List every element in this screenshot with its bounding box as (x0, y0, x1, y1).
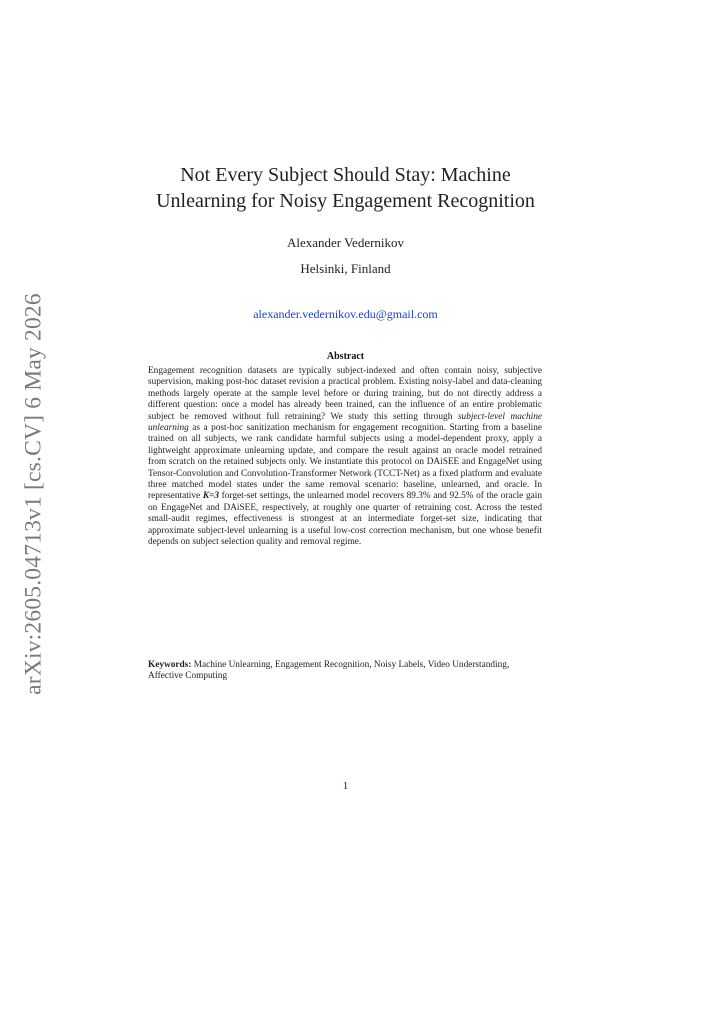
keywords-block (148, 660, 542, 683)
author-name: Alexander Vedernikov (286, 235, 405, 250)
paper-title-line-2: Unlearning for Noisy Engagement Recognition (156, 190, 535, 212)
abstract-text-part-2: as a post-hoc sanitization mechanism for engagement recognition. Starting from a baseline trained on all subjects, we rank candidate harmful subjects using a model-dependent proxy, apply a lightweight approximate unlearning update, and compare the result against an oracle model retrained from scratch on the retained subjects only. We instantiate this protocol on DAiSEE and EngageNet using Tensor-Convolution and Convolution-Transformer Network (TCCT-Net) as a fixed platform and evaluate three matched model states under the same removal scenario: baseline, unlearned, and oracle. In representative (148, 423, 542, 502)
abstract-text-part-3: forget-set settings, the unlearned model recovers 89.3% and 92.5% of the oracle gain on EngageNet and DAiSEE, respectively, at roughly one quarter of retraining cost. Across the tested small-audit regimes, effectiveness is strongest at an intermediate forget-set size, indicating that approximate subject-level unlearning is a useful low-cost correction mechanism, but one whose benefit depends on subject selection quality and removal regime. (148, 491, 542, 548)
abstract-text-part-1: Engagement recognition datasets are typically subject-indexed and often contain noisy, subjective supervision, making post-hoc dataset revision a practical problem. Existing noisy-label and data-cleaning methods largely operate at the sample level before or during training, but do not directly address a different question: once a model has already been trained, can the influence of an entire problematic subject be removed without full retraining? We study this setting through (148, 366, 542, 422)
page-number: 1 (342, 780, 349, 792)
author-email-link[interactable]: alexander.vedernikov.edu@gmail.com (253, 307, 438, 321)
paper-title (120, 162, 571, 214)
abstract-k-setting: K=3 (202, 491, 219, 502)
abstract-body (148, 366, 542, 549)
abstract-heading: Abstract (326, 351, 365, 362)
author-affiliation: Helsinki, Finland (300, 261, 391, 276)
keywords-label: Keywords: (148, 660, 192, 670)
keywords-text: Machine Unlearning, Engagement Recognition, Noisy Labels, Video Understanding, Affective Computing (148, 660, 510, 682)
abstract-emphasis: subject-level machine unlearning (148, 411, 542, 434)
arxiv-identifier-stamp: arXiv:2605.04713v1 [cs.CV] 6 May 2026 (20, 293, 47, 695)
paper-title-line-1: Not Every Subject Should Stay: Machine (180, 164, 511, 186)
